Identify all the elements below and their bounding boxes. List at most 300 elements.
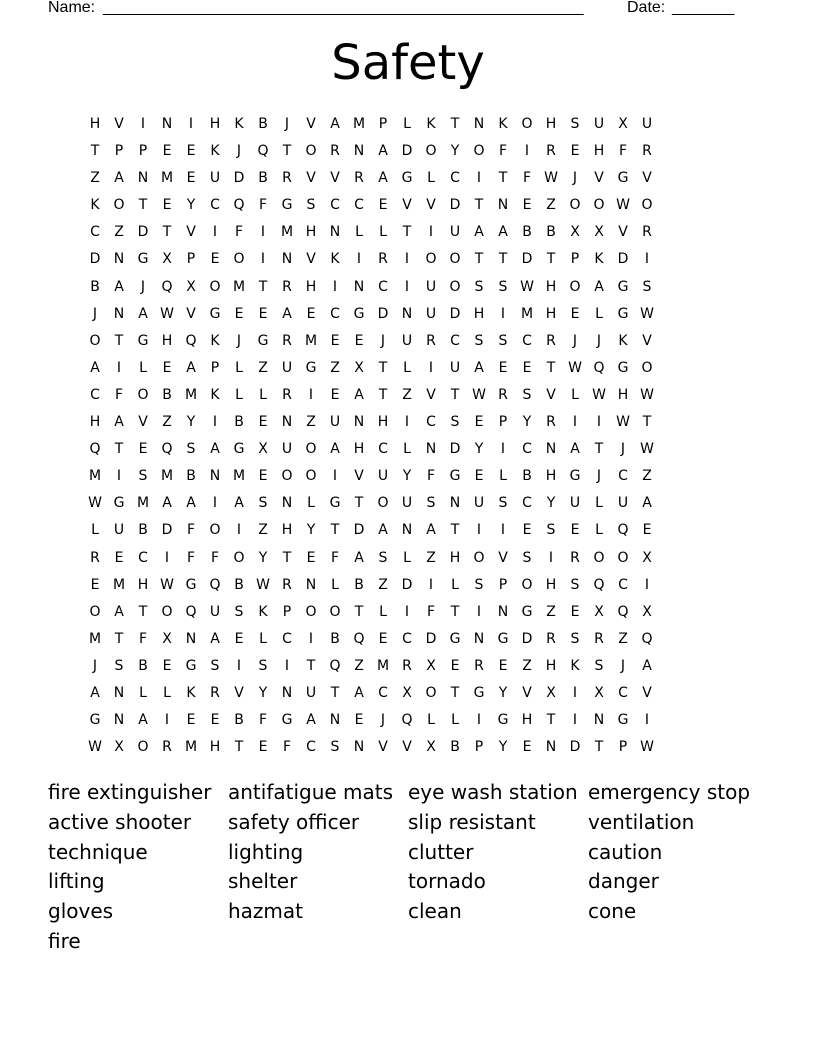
grid-letter: I xyxy=(116,359,122,376)
grid-letter: K xyxy=(90,197,100,214)
grid-letter: O xyxy=(425,684,437,701)
grid-letter: E xyxy=(186,143,196,160)
grid-letter: A xyxy=(330,441,340,458)
grid-row xyxy=(83,219,731,246)
grid-letter: R xyxy=(282,278,292,295)
grid-letter: H xyxy=(617,386,629,403)
grid-letter: Y xyxy=(186,414,196,431)
grid-letter: I xyxy=(572,712,578,729)
grid-letter: M xyxy=(232,278,246,295)
grid-letter: B xyxy=(522,468,532,485)
grid-letter: O xyxy=(209,278,221,295)
grid-letter: E xyxy=(258,414,268,431)
grid-letter: T xyxy=(450,603,460,620)
grid-letter: G xyxy=(233,441,245,458)
grid-letter: C xyxy=(618,576,628,593)
grid-letter: L xyxy=(331,576,339,593)
grid-letter: L xyxy=(355,224,363,241)
date-field-line: _______ xyxy=(672,0,735,16)
grid-letter: D xyxy=(161,522,173,539)
grid-letter: U xyxy=(593,116,605,132)
grid-letter: M xyxy=(88,630,102,647)
grid-letter: H xyxy=(281,522,293,539)
grid-letter: E xyxy=(138,441,148,458)
grid-letter: U xyxy=(425,305,437,322)
grid-letter: F xyxy=(522,170,532,187)
grid-letter: L xyxy=(571,386,579,403)
grid-letter: S xyxy=(498,332,508,349)
grid-letter: A xyxy=(474,224,484,241)
grid-letter: S xyxy=(522,386,532,403)
grid-letter: G xyxy=(185,576,197,593)
grid-letter: L xyxy=(379,224,387,241)
grid-letter: G xyxy=(617,170,629,187)
grid-letter: R xyxy=(642,143,652,160)
grid-letter: K xyxy=(498,116,508,132)
grid-letter: E xyxy=(570,305,580,322)
grid-letter: R xyxy=(210,684,220,701)
grid-letter: I xyxy=(596,414,602,431)
grid-letter: A xyxy=(186,359,196,376)
grid-letter: N xyxy=(281,495,293,512)
grid-letter: R xyxy=(282,170,292,187)
grid-letter: Z xyxy=(522,657,532,674)
grid-letter: N xyxy=(113,712,125,729)
grid-letter: V xyxy=(234,684,244,701)
grid-letter: E xyxy=(474,414,484,431)
grid-letter: Q xyxy=(89,441,101,458)
grid-letter: G xyxy=(449,468,461,485)
grid-letter: D xyxy=(449,197,461,214)
grid-letter: H xyxy=(137,576,149,593)
grid-letter: J xyxy=(140,278,146,295)
grid-letter: B xyxy=(186,468,196,485)
grid-letter: C xyxy=(522,495,532,512)
grid-letter: T xyxy=(378,386,388,403)
word-bank-item: shelter xyxy=(228,869,298,894)
grid-letter: S xyxy=(594,657,604,674)
grid-letter: U xyxy=(281,359,293,376)
grid-letter: I xyxy=(164,549,170,566)
grid-letter: V xyxy=(114,116,124,132)
name-field-line: ______________________________________________________ xyxy=(103,0,584,16)
grid-letter: N xyxy=(329,712,341,729)
grid-letter: Q xyxy=(209,576,221,593)
grid-letter: G xyxy=(617,278,629,295)
grid-letter: G xyxy=(137,251,149,268)
grid-letter: U xyxy=(449,224,461,241)
grid-letter: R xyxy=(282,386,292,403)
grid-letter: G xyxy=(281,712,293,729)
grid-letter: S xyxy=(234,603,244,620)
grid-letter: V xyxy=(330,170,340,187)
grid-letter: Z xyxy=(618,630,628,647)
grid-letter: O xyxy=(233,251,245,268)
grid-letter: L xyxy=(427,712,435,729)
grid-letter: A xyxy=(594,278,604,295)
grid-letter: G xyxy=(617,712,629,729)
word-bank-item: gloves xyxy=(48,899,114,924)
grid-letter: D xyxy=(449,441,461,458)
grid-letter: H xyxy=(161,332,173,349)
grid-letter: G xyxy=(113,495,125,512)
word-bank-item: caution xyxy=(588,839,663,864)
grid-letter: F xyxy=(282,739,292,756)
grid-letter: T xyxy=(114,332,124,349)
grid-letter: K xyxy=(330,251,340,268)
grid-letter: R xyxy=(282,332,292,349)
grid-row xyxy=(83,490,731,517)
grid-letter: O xyxy=(137,739,149,756)
grid-letter: W xyxy=(472,386,486,403)
grid-letter: G xyxy=(449,630,461,647)
grid-letter: I xyxy=(212,495,218,512)
grid-letter: F xyxy=(618,143,628,160)
grid-letter: A xyxy=(114,278,124,295)
grid-letter: Q xyxy=(641,630,653,647)
grid-letter: X xyxy=(426,657,436,674)
grid-letter: I xyxy=(140,116,146,132)
grid-letter: P xyxy=(114,143,124,160)
grid-letter: G xyxy=(473,684,485,701)
grid-letter: O xyxy=(425,251,437,268)
grid-letter: L xyxy=(91,522,99,539)
grid-letter: R xyxy=(402,657,412,674)
grid-letter: I xyxy=(572,414,578,431)
grid-letter: Z xyxy=(114,224,124,241)
grid-letter: K xyxy=(210,386,220,403)
grid-letter: C xyxy=(90,224,100,241)
grid-letter: G xyxy=(137,332,149,349)
grid-letter: Z xyxy=(402,386,412,403)
grid-letter: N xyxy=(113,305,125,322)
grid-letter: Z xyxy=(90,170,100,187)
grid-letter: F xyxy=(258,712,268,729)
grid-letter: I xyxy=(260,251,266,268)
grid-letter: Q xyxy=(185,332,197,349)
grid-letter: T xyxy=(306,657,316,674)
grid-letter: I xyxy=(212,224,218,241)
grid-letter: I xyxy=(500,305,506,322)
grid-letter: K xyxy=(210,143,220,160)
grid-letter: C xyxy=(378,684,388,701)
grid-letter: V xyxy=(426,197,436,214)
grid-row xyxy=(83,626,731,653)
grid-letter: P xyxy=(570,251,580,268)
grid-letter: I xyxy=(332,278,338,295)
grid-letter: A xyxy=(138,305,148,322)
grid-letter: S xyxy=(642,278,652,295)
grid-letter: V xyxy=(354,468,364,485)
grid-letter: Q xyxy=(401,712,413,729)
grid-letter: G xyxy=(257,332,269,349)
grid-letter: R xyxy=(546,630,556,647)
grid-letter: M xyxy=(160,468,174,485)
grid-letter: Z xyxy=(642,468,652,485)
grid-letter: D xyxy=(449,305,461,322)
grid-letter: T xyxy=(474,197,484,214)
grid-letter: O xyxy=(641,197,653,214)
grid-letter: S xyxy=(258,657,268,674)
grid-letter: M xyxy=(88,468,102,485)
grid-letter: I xyxy=(236,522,242,539)
grid-row xyxy=(83,545,731,572)
grid-letter: J xyxy=(92,305,98,322)
grid-letter: X xyxy=(186,278,196,295)
grid-letter: J xyxy=(620,441,626,458)
grid-letter: B xyxy=(330,630,340,647)
grid-letter: S xyxy=(498,278,508,295)
grid-letter: X xyxy=(354,359,364,376)
grid-letter: P xyxy=(138,143,148,160)
letter-grid xyxy=(83,111,731,761)
grid-letter: U xyxy=(569,495,581,512)
grid-letter: B xyxy=(546,224,556,241)
grid-letter: N xyxy=(209,468,221,485)
grid-letter: D xyxy=(521,251,533,268)
grid-letter: T xyxy=(546,359,556,376)
grid-letter: K xyxy=(258,603,268,620)
grid-letter: D xyxy=(617,251,629,268)
grid-letter: L xyxy=(595,305,603,322)
grid-letter: T xyxy=(450,386,460,403)
grid-letter: L xyxy=(379,603,387,620)
grid-letter: H xyxy=(209,739,221,756)
grid-letter: O xyxy=(449,278,461,295)
grid-letter: I xyxy=(260,224,266,241)
grid-letter: C xyxy=(402,630,412,647)
grid-letter: P xyxy=(210,359,220,376)
grid-letter: O xyxy=(113,197,125,214)
grid-letter: S xyxy=(570,576,580,593)
grid-letter: D xyxy=(569,739,581,756)
grid-letter: E xyxy=(210,712,220,729)
grid-letter: N xyxy=(401,522,413,539)
grid-letter: B xyxy=(450,739,460,756)
grid-letter: O xyxy=(521,576,533,593)
grid-letter: E xyxy=(522,522,532,539)
grid-letter: S xyxy=(474,332,484,349)
grid-letter: C xyxy=(330,305,340,322)
grid-letter: L xyxy=(307,495,315,512)
grid-letter: M xyxy=(160,170,174,187)
grid-letter: A xyxy=(642,657,652,674)
grid-letter: W xyxy=(616,414,630,431)
grid-letter: A xyxy=(378,170,388,187)
grid-letter: M xyxy=(376,657,390,674)
grid-letter: L xyxy=(139,684,147,701)
grid-letter: L xyxy=(259,386,267,403)
grid-letter: A xyxy=(378,522,388,539)
grid-letter: C xyxy=(378,278,388,295)
grid-letter: I xyxy=(644,712,650,729)
grid-letter: H xyxy=(305,278,317,295)
grid-letter: E xyxy=(162,197,172,214)
grid-letter: K xyxy=(234,116,244,132)
word-bank-item: danger xyxy=(588,869,659,894)
grid-letter: M xyxy=(232,468,246,485)
grid-letter: F xyxy=(186,522,196,539)
grid-letter: J xyxy=(380,332,386,349)
grid-letter: G xyxy=(305,359,317,376)
grid-row xyxy=(83,111,731,138)
grid-letter: A xyxy=(90,359,100,376)
grid-letter: V xyxy=(378,739,388,756)
grid-letter: E xyxy=(162,359,172,376)
grid-letter: T xyxy=(90,143,100,160)
grid-letter: H xyxy=(209,116,221,132)
grid-letter: Y xyxy=(474,441,484,458)
grid-letter: T xyxy=(282,549,292,566)
grid-letter: U xyxy=(209,603,221,620)
grid-letter: G xyxy=(401,170,413,187)
grid-letter: Q xyxy=(329,657,341,674)
grid-letter: T xyxy=(474,251,484,268)
grid-letter: T xyxy=(498,251,508,268)
grid-letter: A xyxy=(186,495,196,512)
grid-letter: U xyxy=(617,495,629,512)
grid-letter: Q xyxy=(161,278,173,295)
grid-letter: O xyxy=(521,116,533,132)
grid-letter: R xyxy=(594,630,604,647)
grid-letter: G xyxy=(569,468,581,485)
grid-letter: E xyxy=(306,549,316,566)
grid-letter: I xyxy=(428,359,434,376)
grid-row xyxy=(83,707,731,734)
grid-letter: B xyxy=(354,576,364,593)
word-bank-item: fire extinguisher xyxy=(48,780,212,804)
grid-letter: A xyxy=(426,522,436,539)
grid-letter: E xyxy=(570,603,580,620)
grid-letter: E xyxy=(234,305,244,322)
grid-letter: A xyxy=(210,630,220,647)
grid-letter: N xyxy=(281,414,293,431)
grid-letter: T xyxy=(450,522,460,539)
grid-row xyxy=(83,599,731,626)
grid-letter: O xyxy=(641,359,653,376)
grid-letter: J xyxy=(236,332,242,349)
grid-letter: S xyxy=(522,549,532,566)
grid-row xyxy=(83,517,731,544)
grid-letter: E xyxy=(570,522,580,539)
grid-letter: N xyxy=(113,251,125,268)
grid-letter: D xyxy=(137,224,149,241)
grid-letter: Y xyxy=(258,684,268,701)
grid-letter: P xyxy=(378,116,388,132)
grid-letter: C xyxy=(282,630,292,647)
grid-letter: M xyxy=(304,332,318,349)
grid-letter: H xyxy=(545,116,557,132)
grid-letter: G xyxy=(209,305,221,322)
grid-row xyxy=(83,274,731,301)
grid-letter: A xyxy=(306,712,316,729)
grid-letter: T xyxy=(450,684,460,701)
grid-letter: M xyxy=(352,116,366,132)
grid-letter: H xyxy=(545,657,557,674)
grid-letter: E xyxy=(90,576,100,593)
grid-letter: E xyxy=(114,549,124,566)
grid-letter: G xyxy=(353,305,365,322)
grid-letter: J xyxy=(92,657,98,674)
grid-letter: Y xyxy=(546,495,556,512)
grid-letter: Z xyxy=(546,603,556,620)
grid-letter: N xyxy=(593,712,605,729)
grid-letter: I xyxy=(404,251,410,268)
grid-letter: V xyxy=(138,414,148,431)
grid-letter: B xyxy=(90,278,100,295)
grid-letter: V xyxy=(642,684,652,701)
grid-letter: D xyxy=(401,576,413,593)
grid-letter: L xyxy=(403,116,411,132)
grid-letter: U xyxy=(329,414,341,431)
grid-letter: O xyxy=(569,278,581,295)
grid-letter: M xyxy=(136,495,150,512)
grid-letter: X xyxy=(162,630,172,647)
grid-letter: T xyxy=(234,739,244,756)
grid-letter: K xyxy=(210,332,220,349)
grid-letter: V xyxy=(498,549,508,566)
grid-letter: C xyxy=(450,170,460,187)
grid-letter: H xyxy=(593,143,605,160)
word-bank-item: ventilation xyxy=(588,809,695,834)
grid-letter: T xyxy=(354,495,364,512)
grid-letter: E xyxy=(306,305,316,322)
grid-letter: X xyxy=(642,603,652,620)
grid-letter: Y xyxy=(498,739,508,756)
grid-letter: Y xyxy=(450,143,460,160)
grid-row xyxy=(83,328,731,355)
grid-letter: Y xyxy=(186,197,196,214)
grid-letter: N xyxy=(305,576,317,593)
word-bank-item: cone xyxy=(588,899,637,924)
grid-letter: Q xyxy=(593,359,605,376)
grid-letter: E xyxy=(258,305,268,322)
grid-letter: Q xyxy=(185,603,197,620)
grid-letter: J xyxy=(284,116,290,132)
grid-letter: U xyxy=(401,495,413,512)
grid-letter: I xyxy=(164,712,170,729)
grid-letter: L xyxy=(139,359,147,376)
grid-letter: N xyxy=(353,278,365,295)
grid-letter: T xyxy=(402,224,412,241)
grid-letter: V xyxy=(642,170,652,187)
word-bank-item: clutter xyxy=(408,839,474,864)
grid-letter: N xyxy=(185,630,197,647)
grid-letter: E xyxy=(498,359,508,376)
grid-letter: I xyxy=(212,414,218,431)
grid-letter: I xyxy=(404,603,410,620)
grid-letter: H xyxy=(377,414,389,431)
grid-letter: X xyxy=(162,251,172,268)
grid-letter: X xyxy=(642,549,652,566)
grid-letter: O xyxy=(137,386,149,403)
grid-row xyxy=(83,653,731,680)
grid-letter: T xyxy=(114,441,124,458)
word-bank-item: clean xyxy=(408,899,462,924)
word-bank-item: emergency stop xyxy=(588,780,751,804)
grid-letter: I xyxy=(236,657,242,674)
grid-letter: B xyxy=(234,414,244,431)
grid-letter: G xyxy=(497,712,509,729)
grid-letter: U xyxy=(305,684,317,701)
grid-letter: W xyxy=(256,576,270,593)
word-bank-item: tornado xyxy=(408,869,486,894)
grid-letter: G xyxy=(329,495,341,512)
grid-letter: C xyxy=(426,414,436,431)
grid-letter: I xyxy=(308,386,314,403)
grid-letter: T xyxy=(546,712,556,729)
grid-letter: N xyxy=(353,143,365,160)
